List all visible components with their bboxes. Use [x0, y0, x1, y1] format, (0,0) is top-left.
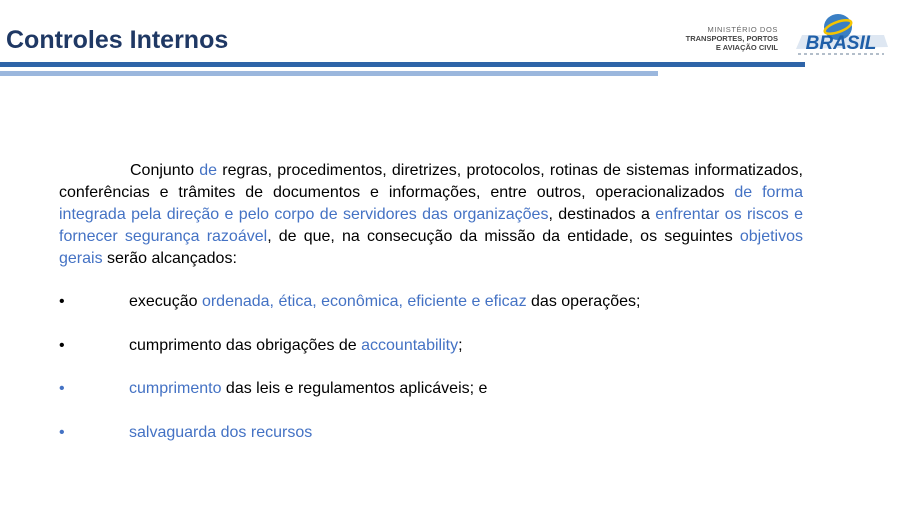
ministry-line-2: TRANSPORTES, PORTOS [685, 34, 778, 43]
paragraph-text: regras, procedimentos, diretrizes, protocolos, rotinas de sistemas informatizados, conferências e trâmites de documentos e informações, entre outros, operacionalizados [59, 162, 803, 201]
paragraph-highlight: de forma integrada pela direção e pelo corpo de servidores das organizações [59, 184, 804, 223]
paragraph-highlight: objetivos gerais [59, 228, 804, 267]
bullet: • [59, 293, 65, 310]
paragraph-highlight: de [199, 162, 218, 179]
paragraph-highlight: enfrentar os riscos e fornecer segurança razoável [59, 206, 804, 245]
list-item-text: cumprimento das obrigações de accountability; [129, 337, 463, 354]
paragraph-text: , de que, na consecução da missão da entidade, os seguintes [267, 228, 740, 245]
paragraph-text: , destinados a [548, 206, 656, 223]
definition-paragraph [59, 160, 803, 270]
ministry-line-1: MINISTÉRIO DOS [707, 25, 778, 34]
brasil-logo [792, 11, 890, 57]
bullet: • [59, 337, 65, 354]
paragraph-text: serão alcançados: [102, 250, 237, 267]
header-divider-dark [0, 62, 805, 67]
page-title: Controles Internos [6, 26, 229, 54]
list-item-text: salvaguarda dos recursos [129, 424, 313, 441]
list-item-text: execução ordenada, ética, econômica, eficiente e eficaz das operações; [129, 293, 641, 310]
paragraph-text: Conjunto [130, 162, 200, 179]
brasil-wordmark: BRASIL [805, 33, 877, 54]
list-item-text: cumprimento das leis e regulamentos aplicáveis; e [129, 380, 488, 397]
header-divider-light [0, 71, 658, 76]
ministry-logo [674, 25, 778, 53]
bullet: • [59, 380, 65, 397]
ministry-line-3: E AVIAÇÃO CIVIL [715, 43, 778, 52]
bullet: • [59, 424, 65, 441]
